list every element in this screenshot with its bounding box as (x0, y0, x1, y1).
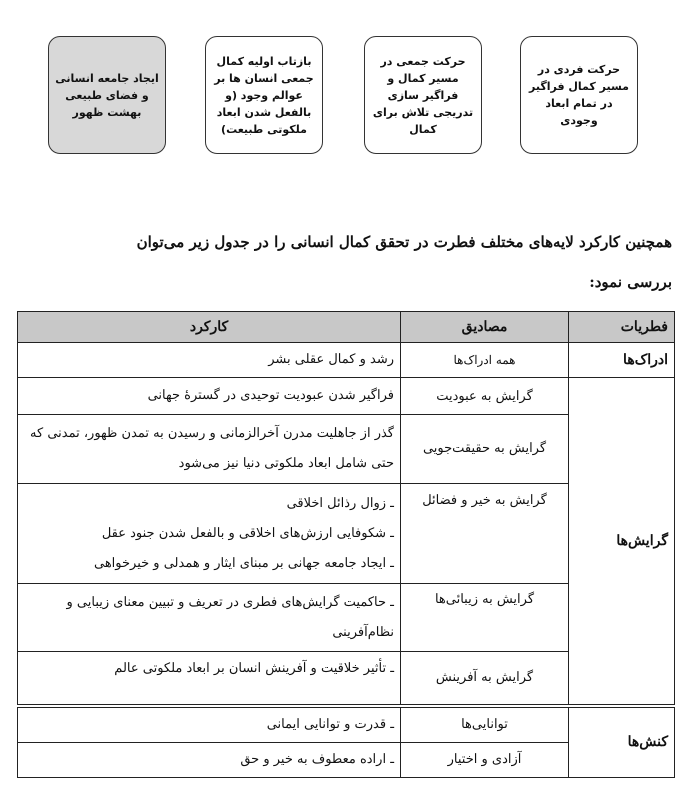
header-karkard: کارکرد (18, 312, 401, 343)
instance-cell: توانایی‌ها (401, 706, 569, 743)
intro-line-1: همچنین کارکرد لایه‌های مختلف فطرت در تحقق کمال انسانی را در جدول زیر می‌توان (136, 233, 672, 251)
instance-cell: آزادی و اختیار (401, 742, 569, 777)
function-cell: ـ قدرت و توانایی ایمانی (18, 706, 401, 743)
function-cell: ـ حاکمیت گرایش‌های فطری در تعریف و تبیین معنای زیبایی و نظام‌آفرینی (18, 584, 401, 652)
function-cell: ـ اراده معطوف به خیر و حق (18, 742, 401, 777)
header-masadiq: مصادیق (401, 312, 569, 343)
header-fitriyat: فطریات (569, 312, 675, 343)
flow-box-2 (364, 36, 482, 154)
instance-cell: گرایش به حقیقت‌جویی (401, 415, 569, 484)
function-line: ـ شکوفایی ارزش‌های اخلاقی و بالفعل شدن جنود عقل (101, 525, 394, 541)
flow-box-3 (205, 36, 323, 154)
flow-box-text: حرکت فردی در مسیر کمال فراگیر در تمام ابعاد وجودی (529, 63, 629, 127)
instance-cell: گرایش به زیبائی‌ها (401, 584, 569, 652)
instance-cell: گرایش به عبودیت (401, 378, 569, 415)
function-line: ـ ایجاد جامعه جهانی بر مبنای ایثار و همدلی و خیرخواهی (93, 555, 394, 571)
flow-box-text: ایجاد جامعه انسانی و فضای طبیعی بهشت ظهور (55, 71, 159, 119)
function-cell (18, 484, 401, 584)
table-header-row (18, 312, 675, 343)
function-cell: فراگیر شدن عبودیت توحیدی در گسترهٔ جهانی (18, 378, 401, 415)
table-row (18, 378, 675, 415)
instance-cell: گرایش به آفرینش (401, 652, 569, 706)
flow-box-4 (48, 36, 166, 154)
flow-box-1 (520, 36, 638, 154)
function-cell: ـ تأثیر خلاقیت و آفرینش انسان بر ابعاد ملکوتی عالم (18, 652, 401, 706)
intro-line-2: بررسی نمود: (589, 273, 672, 291)
table-row (18, 706, 675, 743)
flow-box-text: حرکت جمعی در مسیر کمال و فراگیر سازی تدریجی تلاش برای کمال (372, 54, 474, 136)
function-line: ـ زوال رذائل اخلاقی (286, 495, 394, 511)
function-cell: گذر از جاهلیت مدرن آخرالزمانی و رسیدن به تمدن ظهور، تمدنی که حتی شامل ابعاد ملکوتی دنیا نیز می‌شود (18, 415, 401, 484)
fitrah-function-table (17, 311, 675, 778)
group-actions: کنش‌ها (569, 706, 675, 778)
table-row (18, 343, 675, 378)
group-perceptions: ادراک‌ها (569, 343, 675, 378)
group-tendencies: گرایش‌ها (569, 378, 675, 706)
instance-cell: گرایش به خیر و فضائل (401, 484, 569, 584)
function-cell: رشد و کمال عقلی بشر (18, 343, 401, 378)
instance-cell: همه ادراک‌ها (401, 343, 569, 378)
flow-box-text: بازتاب اولیه کمال جمعی انسان ها بر عوالم وجود (و بالفعل شدن ابعاد ملکوتی طبیعت) (214, 54, 314, 136)
